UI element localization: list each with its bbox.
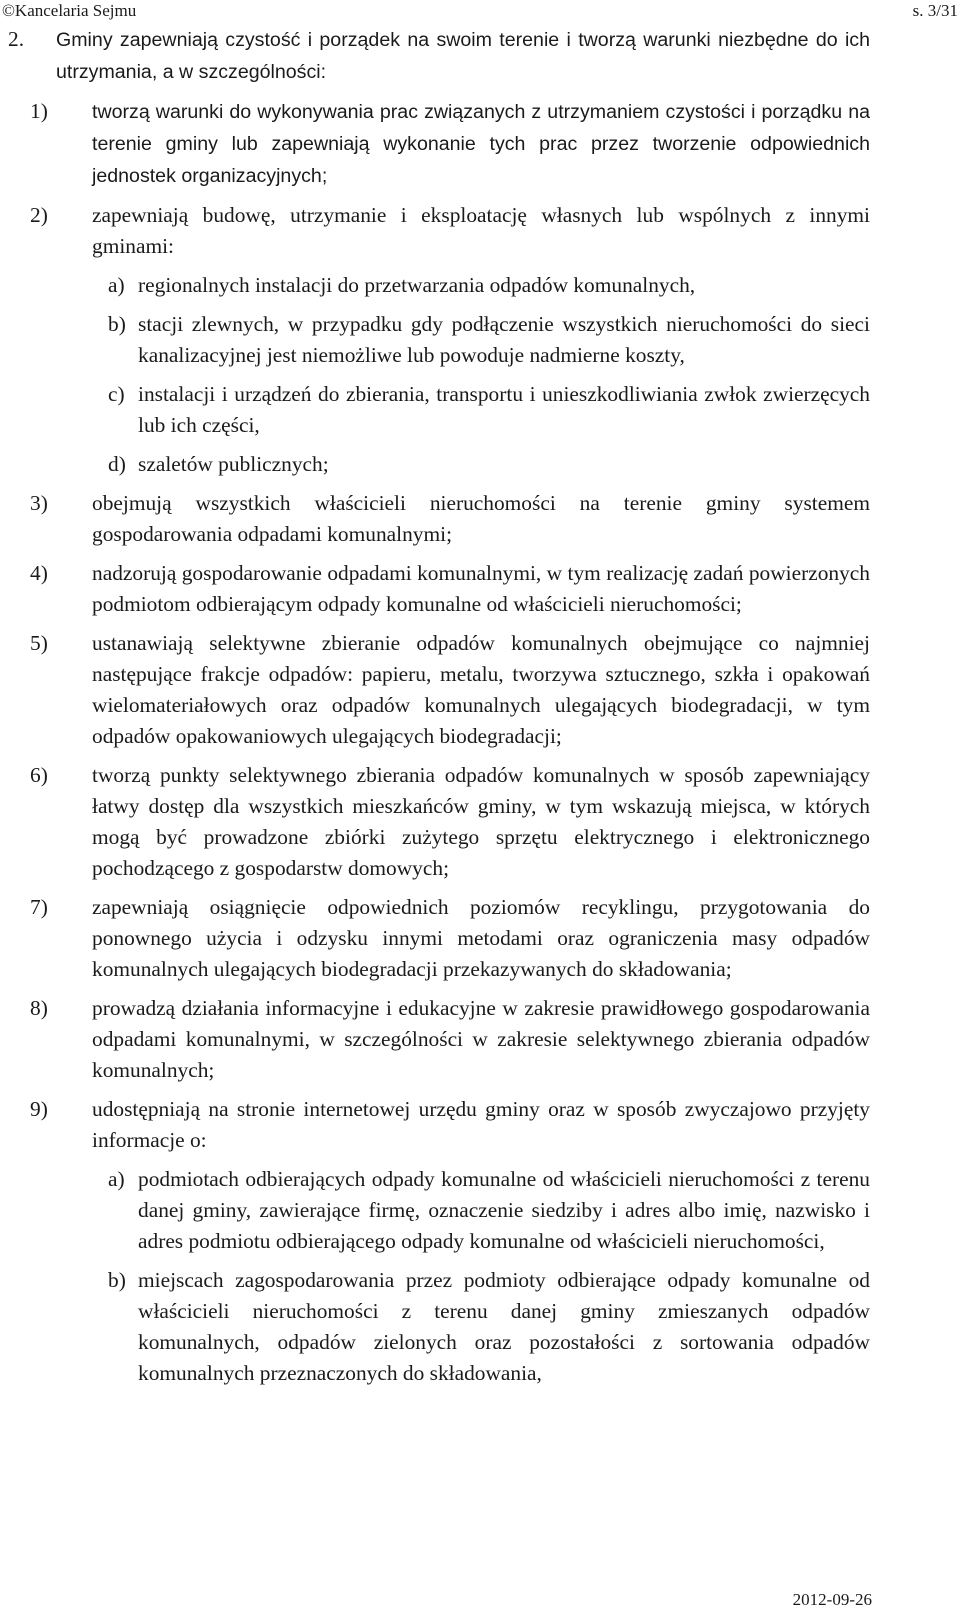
list-item-8: [0, 993, 958, 1086]
sub-item-2c: [0, 379, 958, 441]
item-number: 8): [30, 996, 48, 1020]
list-item-9: [0, 1094, 958, 1156]
item-text: udostępniają na stronie internetowej urzędu gminy oraz w sposób zwyczajowo przyjęty informacje o:: [92, 1097, 870, 1152]
paragraph-text: Gminy zapewniają czystość i porządek na swoim terenie i tworzą warunki niezbędne do ich utrzymania, a w szczególności:: [56, 29, 870, 83]
item-text: tworzą warunki do wykonywania prac związanych z utrzymaniem czystości i porządku na terenie gminy lub zapewniają wykonanie tych prac przez tworzenie odpowiednich jednostek organizacyjnych;: [92, 101, 870, 187]
list-item-2: [0, 200, 958, 262]
item-text: prowadzą działania informacyjne i edukacyjne w zakresie prawidłowego gospodarowania odpadami komunalnymi, w szczególności w zakresie selektywnego zbierania odpadów komunalnych;: [92, 996, 870, 1082]
page-number: s. 3/31: [912, 1, 958, 20]
sub-item-9a: [0, 1164, 958, 1257]
sub-item-letter: c): [108, 382, 125, 406]
list-item-1: [0, 96, 958, 192]
sub-item-text: podmiotach odbierających odpady komunalne od właścicieli nieruchomości z terenu danej gminy, zawierające firmę, oznaczenie siedziby i adres albo imię, nazwisko i adres podmiotu odbierającego odpady komunalne od właścicieli nieruchomości,: [138, 1167, 870, 1253]
item-text: nadzorują gospodarowanie odpadami komunalnymi, w tym realizację zadań powierzonych podmiotom odbierającym odpady komunalne od właścicieli nieruchomości;: [92, 561, 870, 616]
item-text: zapewniają budowę, utrzymanie i eksploatację własnych lub wspólnych z innymi gminami:: [92, 203, 870, 258]
page-header: [0, 0, 958, 22]
sub-item-text: stacji zlewnych, w przypadku gdy podłączenie wszystkich nieruchomości do sieci kanalizacyjnej jest niemożliwe lub powoduje nadmierne koszty,: [138, 312, 870, 367]
page-footer-date: 2012-09-26: [792, 1590, 872, 1609]
item-number: 7): [30, 895, 48, 919]
sub-item-letter: d): [108, 452, 126, 476]
sub-item-letter: a): [108, 273, 125, 297]
sub-item-text: instalacji i urządzeń do zbierania, transportu i unieszkodliwiania zwłok zwierzęcych lub ich części,: [138, 382, 870, 437]
sub-item-9b: [0, 1265, 958, 1389]
item-text: obejmują wszystkich właścicieli nieruchomości na terenie gminy systemem gospodarowania odpadami komunalnymi;: [92, 491, 870, 546]
sub-item-text: szaletów publicznych;: [138, 452, 329, 476]
list-item-6: [0, 760, 958, 884]
sub-item-2b: [0, 309, 958, 371]
item-number: 9): [30, 1097, 48, 1121]
copyright-label: ©Kancelaria Sejmu: [2, 1, 137, 20]
item-text: ustanawiają selektywne zbieranie odpadów komunalnych obejmujące co najmniej następujące frakcje odpadów: papieru, metalu, tworzywa sztucznego, szkła i opakowań wielomateriałowych oraz odpadów komunalnych ulegających biodegradacji, w tym odpadów opakowaniowych ulegających biodegradacji;: [92, 631, 870, 748]
list-item-7: [0, 892, 958, 985]
sub-item-text: regionalnych instalacji do przetwarzania odpadów komunalnych,: [138, 273, 696, 297]
item-number: 5): [30, 631, 48, 655]
sub-item-letter: b): [108, 312, 126, 336]
item-number: 3): [30, 491, 48, 515]
item-number: 4): [30, 561, 48, 585]
paragraph-2: [0, 24, 958, 88]
sub-item-2a: [0, 270, 958, 301]
sub-item-letter: a): [108, 1167, 125, 1191]
item-number: 2): [30, 203, 48, 227]
sub-item-text: miejscach zagospodarowania przez podmioty odbierające odpady komunalne od właścicieli nieruchomości z terenu danej gminy zmieszanych odpadów komunalnych, odpadów zielonych oraz pozostałości z sortowania odpadów komunalnych przeznaczonych do składowania,: [138, 1268, 870, 1385]
sub-item-letter: b): [108, 1268, 126, 1292]
list-item-3: [0, 488, 958, 550]
item-text: tworzą punkty selektywnego zbierania odpadów komunalnych w sposób zapewniający łatwy dostęp dla wszystkich mieszkańców gminy, w tym wskazują miejsca, w których mogą być prowadzone zbiórki zużytego sprzętu elektrycznego i elektronicznego pochodzącego z gospodarstw domowych;: [92, 763, 870, 880]
list-item-5: [0, 628, 958, 752]
sub-item-2d: [0, 449, 958, 480]
item-number: 1): [30, 99, 48, 123]
list-item-4: [0, 558, 958, 620]
item-text: zapewniają osiągnięcie odpowiednich poziomów recyklingu, przygotowania do ponownego użycia i odzysku innymi metodami oraz ograniczenia masy odpadów komunalnych ulegających biodegradacji przekazywanych do składowania;: [92, 895, 870, 981]
document-body: [0, 24, 958, 1397]
paragraph-number: 2.: [8, 27, 25, 51]
item-number: 6): [30, 763, 48, 787]
